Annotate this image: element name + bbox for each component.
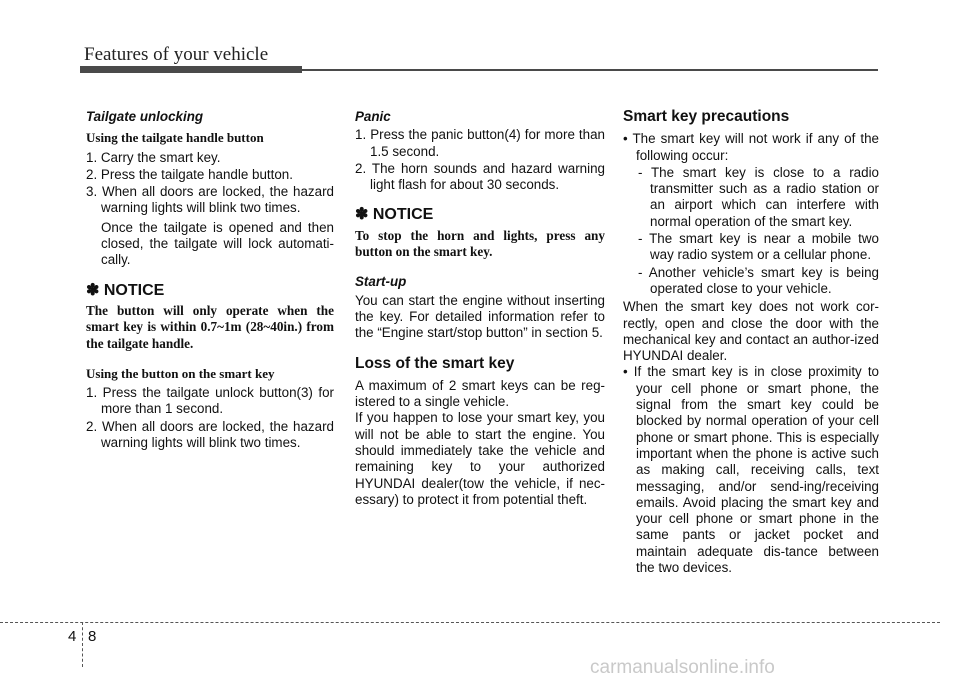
step-item: 3. When all doors are locked, the hazard warning lights will blink two times. xyxy=(86,184,334,216)
page-number: 8 xyxy=(88,628,97,645)
loss-heading: Loss of the smart key xyxy=(355,354,515,372)
dash-item: - The smart key is close to a radio transmitter such as a radio station or an airport which can interfere with normal operation of the smart key. xyxy=(638,164,879,229)
header-title: Features of your vehicle xyxy=(84,44,269,65)
watermark: carmanualsonline.info xyxy=(590,657,775,678)
notice-body: The button will only operate when the smart key is within 0.7~1m (28~40in.) from the tailgate handle. xyxy=(86,302,334,351)
bullet-item: • If the smart key is in close proximity to your cell phone or smart phone, the signal from the smart key could be blocked by normal operation of your cell phone or smart phone. This is especially important when the phone is active such as making call, receiving calls, text messaging, and/or send-ing/receiving emails. Avoid placing the smart key and your cell phone or smart phone in the same pants or jacket pocket and maintain adequate dis-tance between the two devices. xyxy=(623,364,879,576)
footer-rule xyxy=(0,622,940,623)
precautions-heading: Smart key precautions xyxy=(623,108,790,125)
step-continuation: Once the tailgate is opened and then closed, the tailgate will lock automati-cally. xyxy=(101,219,334,268)
panic-heading: Panic xyxy=(355,109,391,124)
loss-paragraph: A maximum of 2 smart keys can be reg-istered to a single vehicle. xyxy=(355,377,605,410)
header-rule xyxy=(300,69,878,71)
tailgate-heading: Tailgate unlocking xyxy=(86,109,204,124)
dash-item: - The smart key is near a mobile two way radio system or a cellular phone. xyxy=(638,231,879,263)
notice-title: ✽ NOTICE xyxy=(355,206,434,224)
handle-heading: Using the tailgate handle button xyxy=(86,130,264,146)
step-item: 1. Press the panic button(4) for more than 1.5 second. xyxy=(355,127,605,159)
bullet-item: • The smart key will not work if any of the following occur: xyxy=(623,131,879,163)
precautions-paragraph: When the smart key does not work cor-rectly, open and close the door with the mechanical key and contact an author-ized HYUNDAI dealer. xyxy=(623,299,879,364)
dash-item: - Another vehicle’s smart key is being operated close to your vehicle. xyxy=(638,264,879,296)
step-item: 2. Press the tailgate handle button. xyxy=(86,166,293,182)
loss-paragraph: If you happen to lose your smart key, you will not be able to start the engine. You should immediately take the vehicle and remaining key to your authorized HYUNDAI dealer(tow the vehicle, if nec-essary) to protect it from potential theft. xyxy=(355,410,605,507)
footer-divider xyxy=(82,622,83,667)
step-item: 2. The horn sounds and hazard warning light flash for about 30 seconds. xyxy=(355,160,605,193)
step-item: 1. Press the tailgate unlock button(3) for more than 1 second. xyxy=(86,385,334,417)
column-left xyxy=(86,109,334,452)
notice-title: ✽ NOTICE xyxy=(86,281,165,299)
header-bar xyxy=(80,66,302,73)
startup-heading: Start-up xyxy=(355,274,407,290)
smartkey-heading: Using the button on the smart key xyxy=(86,365,275,381)
column-middle xyxy=(355,109,605,508)
step-item: 2. When all doors are locked, the hazard warning lights will blink two times. xyxy=(86,418,334,451)
step-item: 1. Carry the smart key. xyxy=(86,149,221,165)
chapter-number: 4 xyxy=(68,628,77,645)
notice-body: To stop the horn and lights, press any button on the smart key. xyxy=(355,227,605,260)
column-right xyxy=(623,109,879,577)
startup-body: You can start the engine without inserting the key. For detailed information refer to the “Engine start/stop button” in section 5. xyxy=(355,292,605,341)
